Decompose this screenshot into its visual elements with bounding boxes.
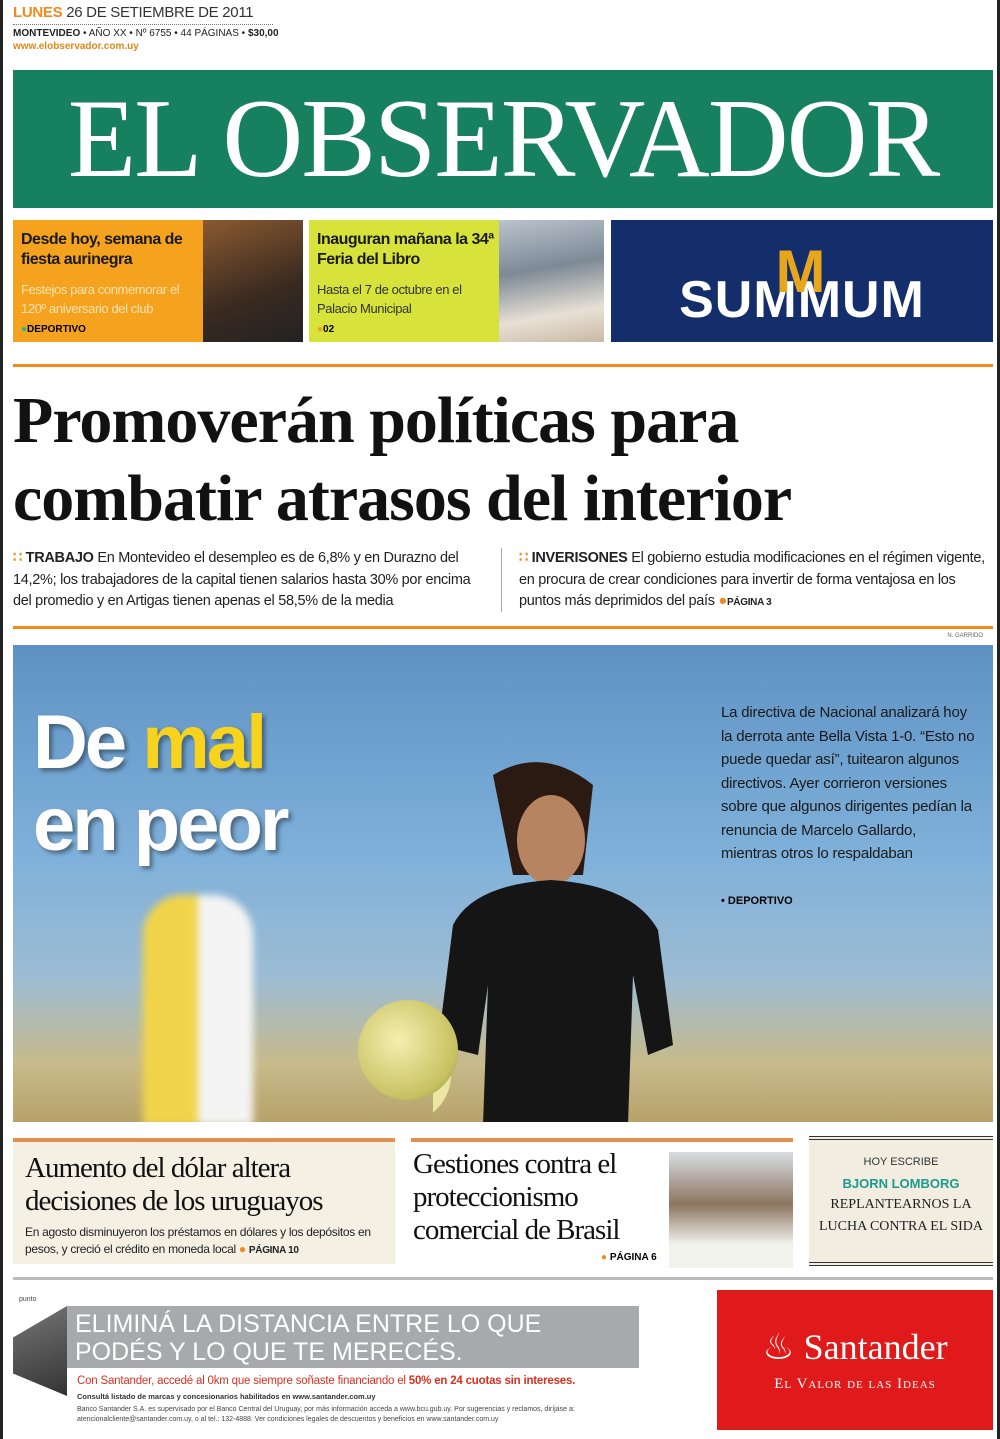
- background-player: [143, 895, 253, 1122]
- ad-slogan[interactable]: ELIMINÁ LA DISTANCIA ENTRE LO QUE PODÉS Y LO QUE TE MERECÉS.: [67, 1306, 639, 1368]
- santander-ad[interactable]: [717, 1290, 993, 1430]
- teaser-photo: [203, 220, 303, 342]
- column-label: HOY ESCRIBE: [863, 1156, 939, 1168]
- divider: [13, 24, 273, 25]
- divider: [501, 548, 502, 612]
- issue-date: LUNES 26 DE SETIEMBRE DE 2011: [13, 4, 254, 21]
- site-url[interactable]: www.elobservador.com.uy: [13, 41, 139, 52]
- ad-graphic: [13, 1306, 67, 1396]
- divider: [13, 626, 993, 629]
- story-photo: [669, 1152, 793, 1268]
- summum-ad[interactable]: M SUMMUM: [611, 220, 993, 342]
- issue-meta: MONTEVIDEO • AÑO XX • Nº 6755 • 44 PÁGINAS • $30,00: [13, 28, 279, 39]
- story-summary: En agosto disminuyeron los préstamos en dólares y los depósitos en pesos, y creció el crédito en moneda local ● PÁGINA 10: [25, 1225, 371, 1256]
- teaser-photo: [499, 220, 604, 342]
- photo-credit: N. GARRIDO: [947, 633, 983, 639]
- teaser-title: Desde hoy, semana de fiesta aurinegra: [21, 231, 183, 268]
- summum-logo-mark: M: [775, 238, 827, 305]
- column-lomborg[interactable]: [809, 1136, 993, 1266]
- main-headline[interactable]: Promoverán políticas para combatir atrasos del interior: [13, 384, 792, 535]
- story-page: ● PÁGINA 6: [601, 1252, 657, 1263]
- ad-legal: Banco Santander S.A. es supervisado por el Banco Central del Uruguay, por más información acceda a www.bcu.gub.uy. Por sugerencias y reclamos, diríjase a: atencionalcliente@santander.com.uy, o al tel.: 132-4888. Ver condiciones legales de descuentos y beneficios en www.santander.com.uy: [77, 1406, 575, 1423]
- divider: [13, 364, 993, 367]
- subhead-inversiones: ∷ INVERISONES El gobierno estudia modificaciones en el régimen vigente, en procura de crear condiciones para invertir de forma ventajosa en los puntos más deprimidos del país ●PÁGINA 3: [519, 550, 985, 609]
- story-brasil[interactable]: [411, 1138, 793, 1264]
- flame-icon: ♨: [762, 1327, 795, 1367]
- santander-logo: ♨ Santander: [762, 1327, 948, 1367]
- photo-headline[interactable]: De mal en peor: [33, 700, 287, 867]
- teaser-kicker: ●02: [317, 324, 335, 335]
- santander-tagline: El Valor de las Ideas: [774, 1376, 936, 1392]
- teaser-feria-libro[interactable]: [309, 220, 604, 342]
- teaser-title: Inauguran mañana la 34ª Feria del Libro: [317, 231, 494, 268]
- photo-kicker: • DEPORTIVO: [721, 895, 793, 907]
- ad-tag: punto: [19, 1296, 37, 1303]
- teaser-summary: Festejos para conmemorar el 120º aniversario del club: [21, 282, 180, 316]
- column-author: BJORN LOMBORG: [842, 1176, 960, 1191]
- player-figure: [433, 755, 683, 1122]
- ad-line: Consultá listado de marcas y concesionarios habilitados en www.santander.com.uy: [77, 1392, 376, 1401]
- ad-offer: Con Santander, accedé al 0km que siempre soñaste financiando el 50% en 24 cuotas sin intereses.: [77, 1375, 576, 1387]
- masthead-logo: EL OBSERVADOR: [13, 70, 993, 208]
- teaser-summary: Hasta el 7 de octubre en el Palacio Municipal: [317, 282, 462, 316]
- story-title: Aumento del dólar altera decisiones de los uruguayos: [25, 1152, 323, 1217]
- divider: [13, 1277, 993, 1280]
- story-dolar[interactable]: [13, 1138, 395, 1264]
- teaser-kicker: ●DEPORTIVO: [21, 324, 86, 335]
- teaser-penarol[interactable]: [13, 220, 303, 342]
- subhead-trabajo: ∷ TRABAJO En Montevideo el desempleo es de 6,8% y en Durazno del 14,2%; los trabajadores de la capital tienen salarios hasta 30% por encima del promedio y en Artigas tienen apenas el 58,5% de la media: [13, 550, 471, 609]
- story-title: Gestiones contra el proteccionismo comercial de Brasil: [413, 1148, 620, 1246]
- column-title: REPLANTEARNOS LA LUCHA CONTRA EL SIDA: [819, 1197, 983, 1234]
- soccer-ball: [358, 1000, 458, 1100]
- photo-caption: La directiva de Nacional analizará hoy la derrota ante Bella Vista 1-0. “Esto no puede quedar así”, tuitearon algunos directivos. Ayer corrieron versiones sobre que algunos dirigentes pedían la renuncia de Marcelo Gallardo, mientras otros lo respaldaban: [721, 704, 975, 862]
